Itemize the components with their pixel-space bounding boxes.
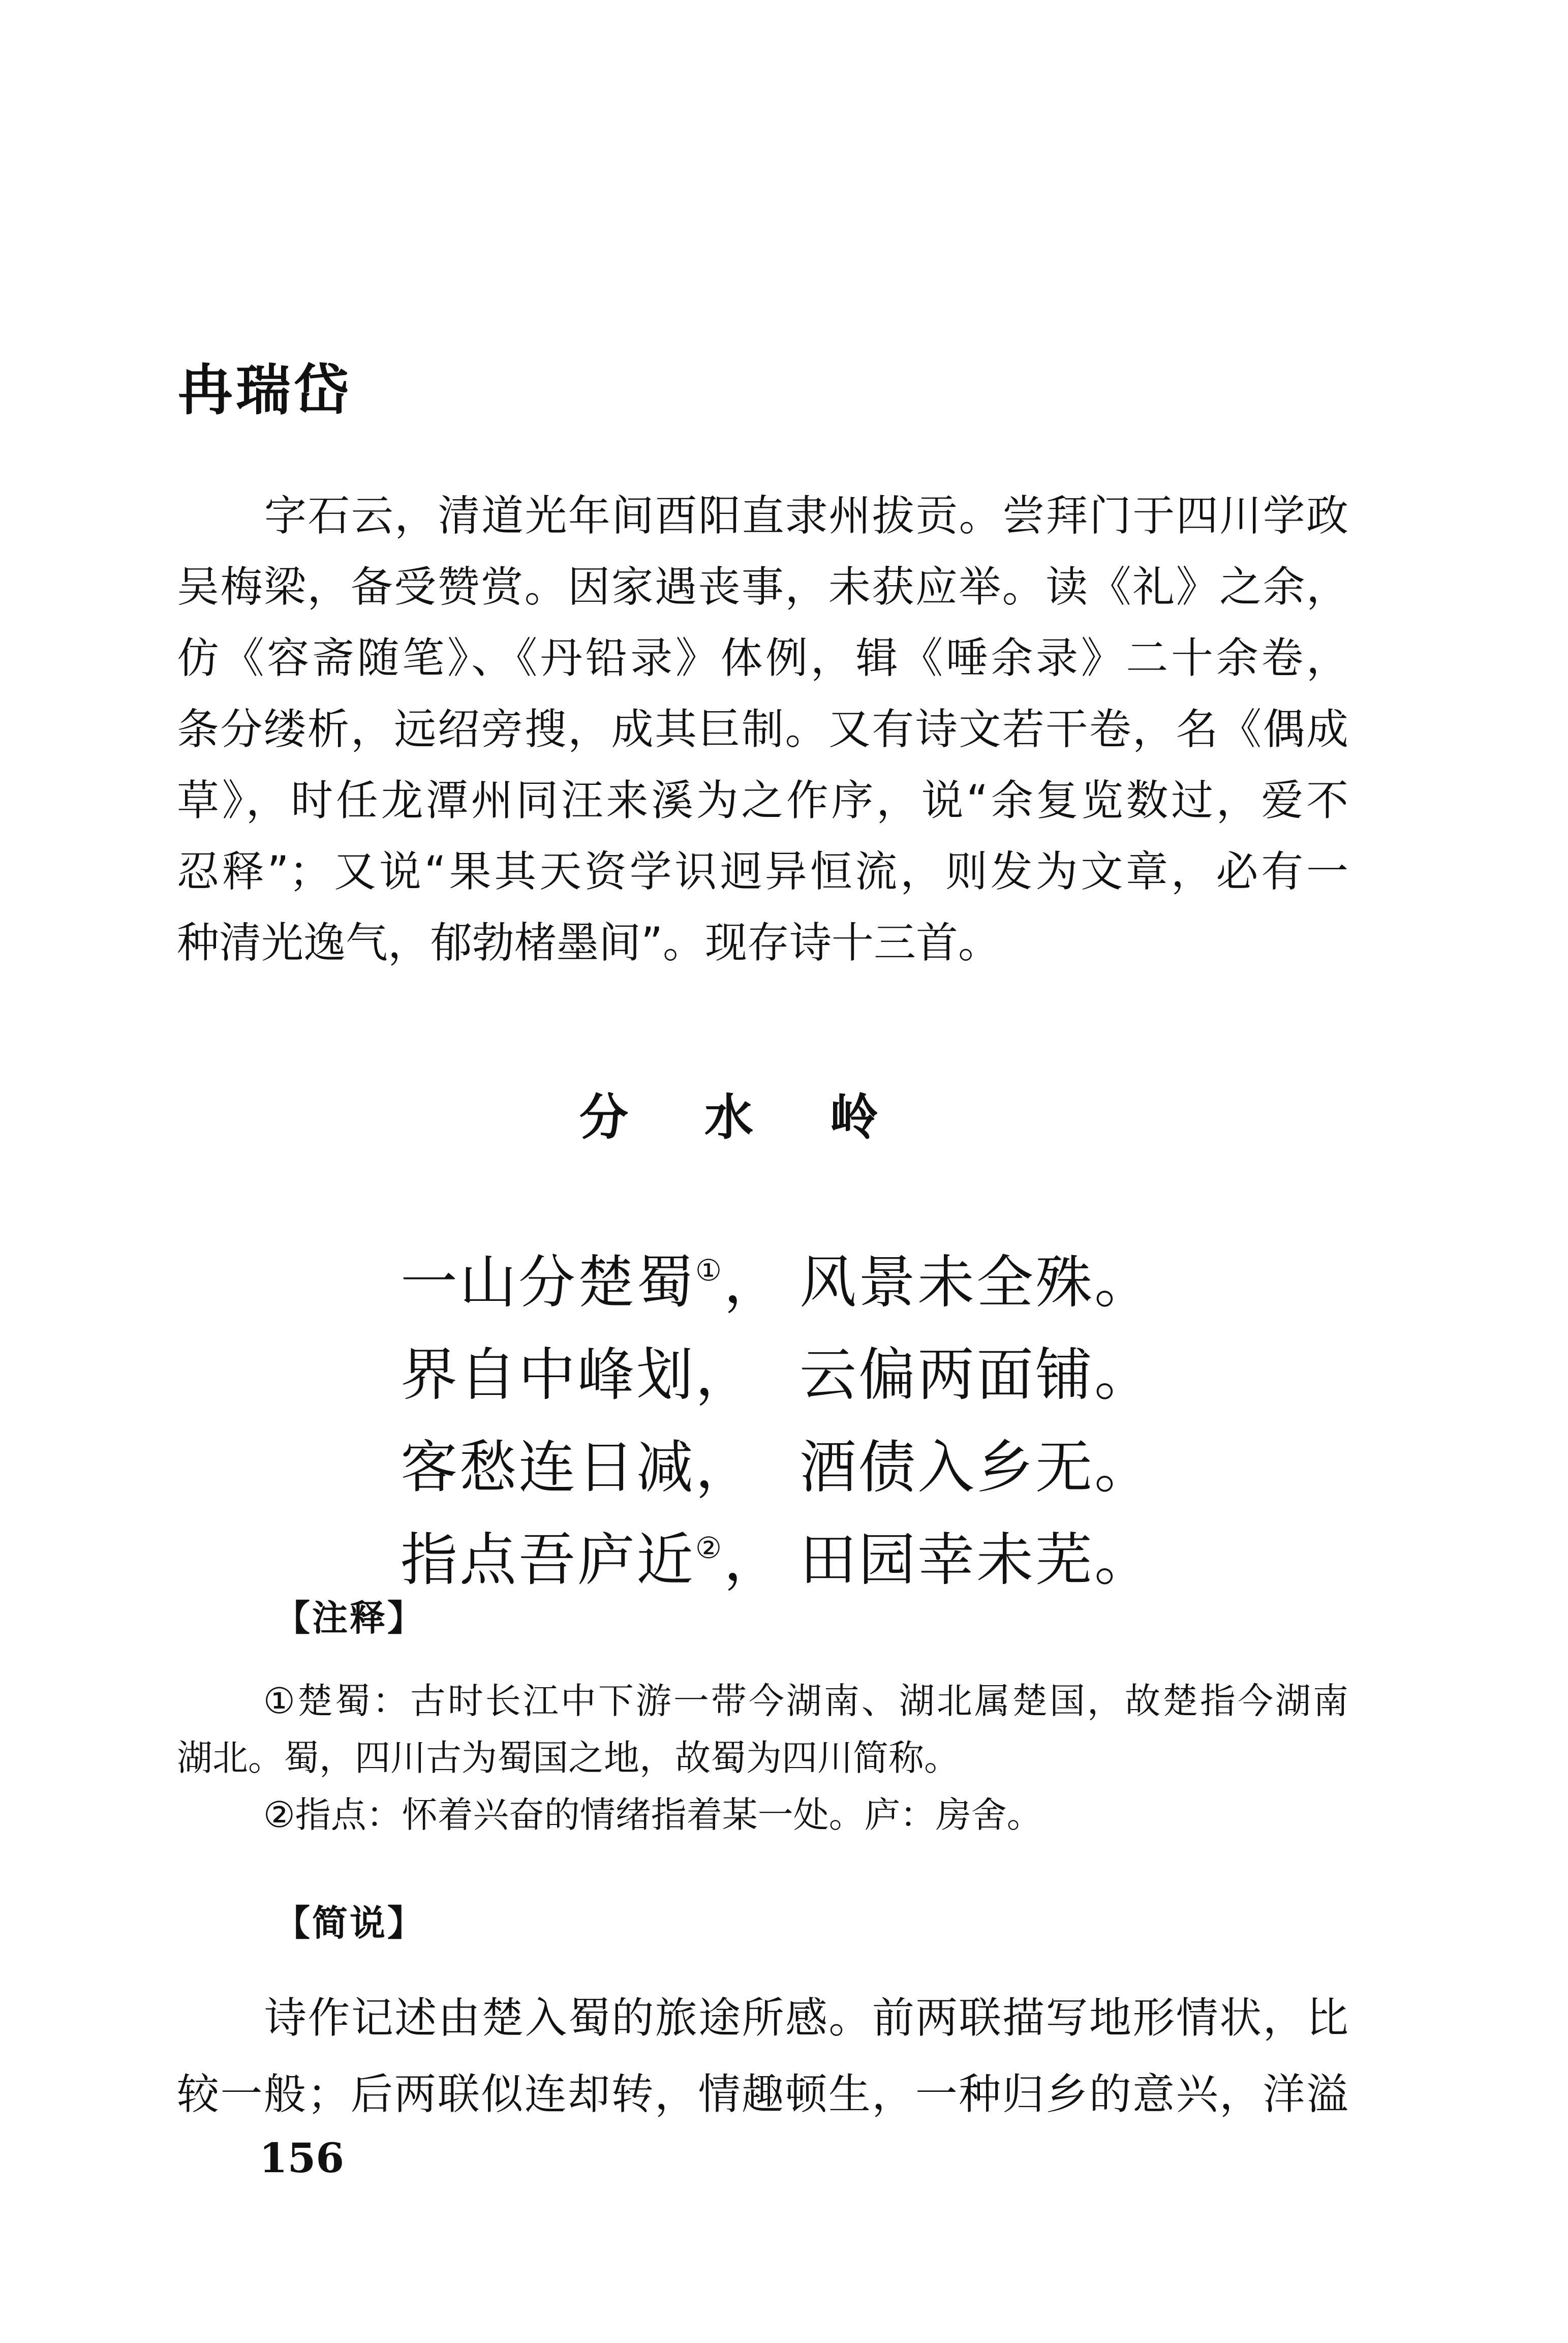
poem-first-half [401,1230,800,1323]
notes-section [177,1672,1348,1843]
poem-line [401,1508,1153,1600]
note-reference: ① [695,1253,724,1288]
poem-second-half: 风景未全殊。 [800,1250,1153,1316]
poem-second-half: 酒债入乡无。 [800,1435,1153,1501]
poem-half-text: 界自中峰划， [401,1342,754,1408]
poem-second-half: 田园幸未芜。 [800,1527,1153,1593]
biography-line: 条分缕析，远绍旁搜，成其巨制。又有诗文若干卷，名《偶成 [177,705,1348,754]
notes-heading: 【注释】 [274,1597,425,1639]
poem-first-half [401,1323,800,1415]
commentary-line: 诗作记述由楚入蜀的旅途所感。前两联描写地形情状，比 [264,1993,1348,2043]
commentary-section [177,1980,1348,2133]
poem-half-text: 客愁连日减， [401,1435,754,1501]
biography-line: 忍释”；又说“果其天资学识迥异恒流，则发为文章，必有一 [177,847,1348,896]
biography-line: 仿《容斋随笔》、《丹铅录》体例，辑《唾余录》二十余卷， [177,633,1348,683]
poem-punctuation: ， [724,1527,783,1593]
poem-title: 分水岭 [579,1089,955,1146]
poem-half-text: 一山分楚蜀 [401,1250,695,1316]
author-name: 冉瑞岱 [178,359,352,422]
biography-line: 草》，时任龙潭州同汪来溪为之作序，说“余复览数过，爱不 [177,776,1348,825]
poem-line [401,1323,1153,1415]
note-item: 湖北。蜀，四川古为蜀国之地，故蜀为四川简称。 [177,1737,960,1779]
page-number: 156 [259,2134,344,2182]
poem-line [401,1230,1153,1323]
poem-body [401,1230,1153,1600]
biography-line: 吴梅梁，备受赞赏。因家遇丧事，未获应举。读《礼》之余， [177,562,1348,612]
poem-line [401,1415,1153,1508]
poem-first-half [401,1508,800,1600]
poem-half-text: 指点吾庐近 [401,1527,695,1593]
author-biography [177,480,1348,979]
note-reference: ② [695,1531,724,1565]
commentary-heading: 【简说】 [274,1902,425,1944]
biography-line: 字石云，清道光年间酉阳直隶州拔贡。尝拜门于四川学政 [264,491,1348,540]
commentary-line: 较一般；后两联似连却转，情趣顿生，一种归乡的意兴，洋溢 [177,2070,1348,2119]
note-item: ②指点：怀着兴奋的情绪指着某一处。庐：房舍。 [263,1794,1042,1836]
poem-second-half: 云偏两面铺。 [800,1342,1153,1408]
poem-first-half [401,1415,800,1508]
note-item: ①楚蜀：古时长江中下游一带今湖南、湖北属楚国，故楚指今湖南 [263,1680,1348,1722]
poem-punctuation: ， [724,1250,783,1316]
biography-line: 种清光逸气，郁勃楮墨间”。现存诗十三首。 [177,918,1000,967]
